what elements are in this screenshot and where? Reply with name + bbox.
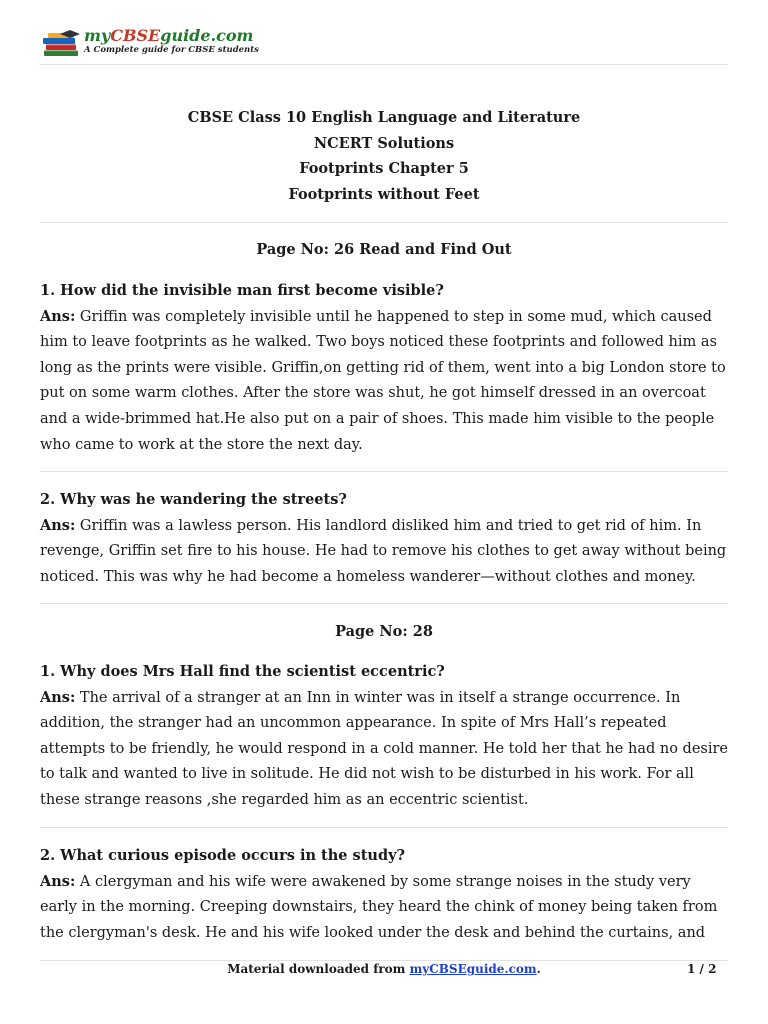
section-heading: Page No: 26 Read and Find Out	[256, 241, 512, 258]
section-heading: Page No: 28	[335, 623, 433, 640]
title-line-1: CBSE Class 10 English Language and Literature	[187, 109, 581, 126]
question-text: 2. Why was he wandering the streets?	[40, 491, 347, 508]
title-line-4: Footprints without Feet	[288, 185, 480, 203]
site-logo-name: myCBSEguide.com	[84, 26, 254, 45]
footer-site-link[interactable]: myCBSEguide.com	[409, 962, 537, 976]
answer-label: Ans:	[40, 688, 76, 706]
page-number: 1 / 2	[687, 962, 717, 976]
divider	[40, 222, 728, 223]
question-block	[40, 278, 730, 458]
title-line-3: Footprints Chapter 5	[299, 160, 469, 177]
answer-label: Ans:	[40, 872, 76, 890]
answer-label: Ans:	[40, 516, 76, 534]
answer-text: Ans: Griffin was completely invisible until he happened to step in some mud, which caused him to leave footprints as he walked. Two boys noticed these footprints and followed him as long as the prints were visible. Griffin,on getting rid of them, went into a big London store to put on some warm clothes. After the store was shut, he got himself dressed in an overcoat and a wide-brimmed hat.He also put on a pair of shoes. This made him visible to the people who came to work at the store the next day.	[40, 307, 726, 453]
question-text: 1. How did the invisible man first become visible?	[40, 282, 444, 299]
question-text: 1. Why does Mrs Hall find the scientist eccentric?	[40, 663, 445, 680]
divider	[40, 603, 728, 604]
footer-divider	[40, 960, 728, 961]
answer-text: Ans: The arrival of a stranger at an Inn in winter was in itself a strange occurrence. In addition, the stranger had an uncommon appearance. In spite of Mrs Hall’s repeated attempts to be friendly, he would respond in a cold manner. He told her that he had no desire to talk and wanted to live in solitude. He did not wish to be disturbed in his work. For all these strange reasons ,she regarded him as an eccentric scientist.	[40, 688, 729, 808]
question-block	[40, 843, 730, 946]
answer-text: Ans: A clergyman and his wife were awakened by some strange noises in the study very early in the morning. Creeping downstairs, they heard the chink of money being taken from the clergyman's desk. He and his wife looked under the desk and behind the curtains, and	[40, 872, 718, 941]
question-block	[40, 659, 730, 814]
header-divider	[40, 64, 728, 65]
divider	[40, 827, 728, 828]
site-header	[40, 26, 340, 62]
divider	[40, 471, 728, 472]
question-block	[40, 487, 730, 590]
site-tagline: A Complete guide for CBSE students	[84, 45, 259, 55]
question-text: 2. What curious episode occurs in the study?	[40, 847, 406, 864]
answer-text: Ans: Griffin was a lawless person. His landlord disliked him and tried to get rid of him. In revenge, Griffin set fire to his house. He had to remove his clothes to get away without being noticed. This was why he had become a homeless wanderer—without clothes and money.	[40, 516, 727, 585]
page-footer: Material downloaded from myCBSEguide.com.	[227, 962, 541, 976]
answer-label: Ans:	[40, 307, 76, 325]
document-title	[40, 105, 728, 207]
title-line-2: NCERT Solutions	[313, 134, 455, 152]
books-logo-icon	[40, 28, 84, 58]
